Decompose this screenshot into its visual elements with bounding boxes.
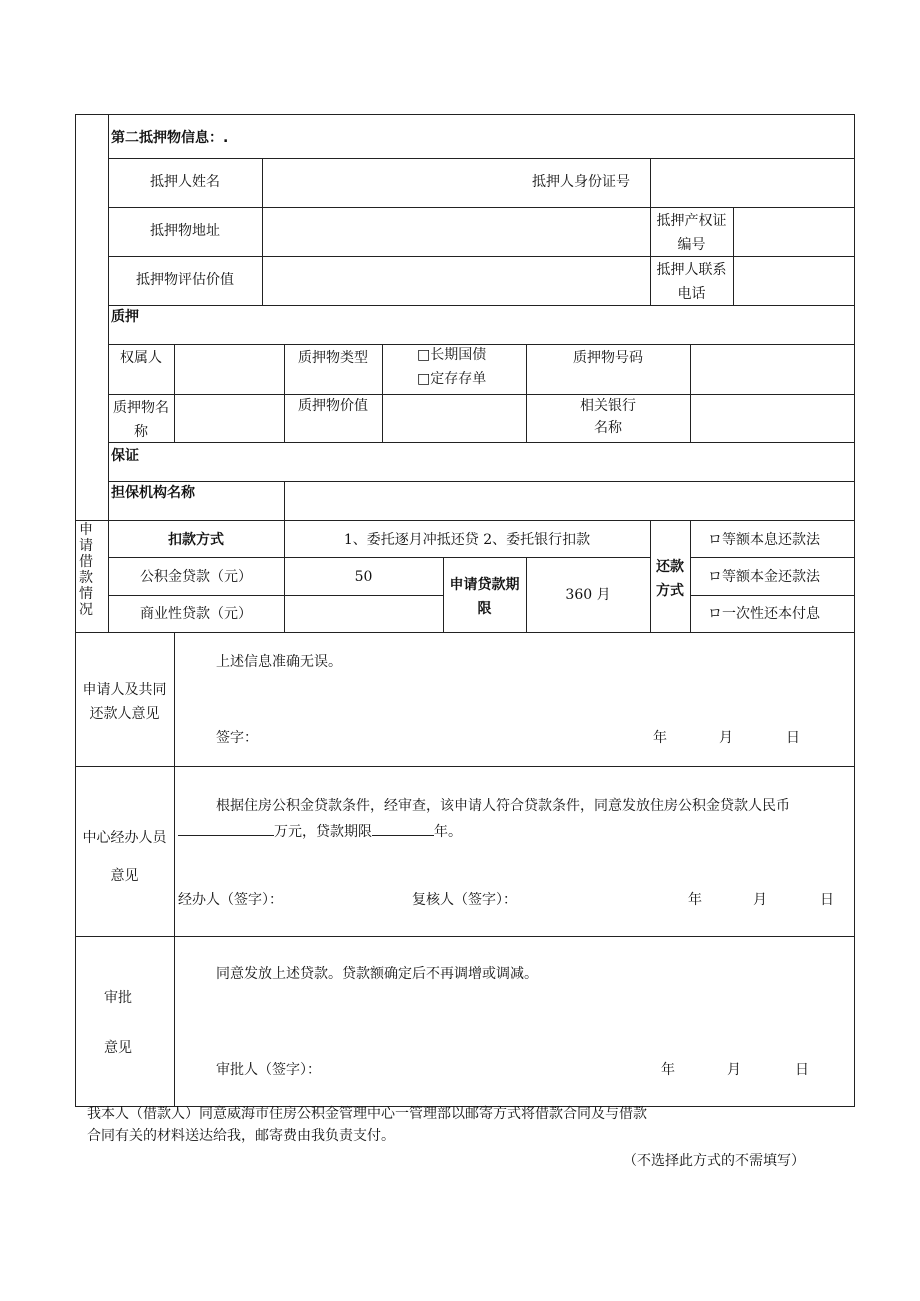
center-text-2: 万元，贷款期限 年。 <box>178 821 462 842</box>
reviewer-sign-label: 复核人（签字）： <box>412 892 517 908</box>
pledge-bank-label-2: 名称 <box>594 420 622 436</box>
footer-note: （不选择此方式的不需填写） <box>623 1154 805 1169</box>
pledge-owner-field[interactable] <box>175 345 283 393</box>
approval-label-2: 意见 <box>104 1040 132 1056</box>
fund-loan-label: 公积金贷款（元） <box>140 569 252 585</box>
mortgagor-name-label: 抵押人姓名 <box>150 174 220 190</box>
pledge-bank-label-1: 相关银行 <box>580 398 636 414</box>
center-day: 日 <box>820 892 834 908</box>
applicant-signature-field[interactable] <box>262 724 622 750</box>
repay-option-equal-installment[interactable]: ロ等额本息还款法 <box>708 532 820 548</box>
pledge-name-label-1: 质押物名 <box>113 400 169 416</box>
term-blank[interactable] <box>372 821 434 836</box>
pledge-name-field[interactable] <box>175 395 283 441</box>
repay-option-equal-principal[interactable]: ロ等额本金还款法 <box>708 569 820 585</box>
pledge-option-bond[interactable]: □长期国债 <box>417 347 487 363</box>
applicant-sign-label: 签字： <box>216 730 258 746</box>
loan-term-label-1: 申请贷款期 <box>449 577 520 593</box>
loan-term-label-2: 限 <box>477 601 492 617</box>
amount-blank[interactable] <box>178 821 274 836</box>
pledge-name-label-2: 称 <box>134 424 148 440</box>
center-label-2: 意见 <box>110 868 139 884</box>
mortgagor-id-label: 抵押人身份证号 <box>532 174 630 190</box>
deduct-method-value[interactable]: 1、委托逐月冲抵还贷 2、委托银行扣款 <box>343 532 591 548</box>
mortgage-address-field[interactable] <box>263 208 649 255</box>
pledge-header: 质押 <box>111 309 139 325</box>
repay-method-label-1: 还款 <box>656 559 684 575</box>
center-label-1: 中心经办人员 <box>82 830 167 846</box>
handler-sign-label: 经办人（签字）： <box>178 892 283 908</box>
center-month: 月 <box>753 892 767 908</box>
pledge-option-deposit[interactable]: □定存存单 <box>417 371 487 387</box>
mortgagor-phone-field[interactable] <box>734 257 853 304</box>
footer-consent-line-1: 我本人（借款人）同意威海市住房公积金管理中心一管理部以邮寄方式将借款合同及与借款 <box>87 1107 647 1122</box>
loan-term-value[interactable]: 360 月 <box>565 587 611 603</box>
deduct-method-label: 扣款方式 <box>168 532 224 548</box>
pledge-number-field[interactable] <box>691 345 853 393</box>
property-cert-field[interactable] <box>734 208 853 255</box>
fund-loan-value[interactable]: 50 <box>354 569 373 585</box>
approval-label-1: 审批 <box>104 990 132 1006</box>
mortgagor-name-field[interactable] <box>263 159 523 206</box>
property-cert-label-2: 编号 <box>677 237 706 253</box>
center-year: 年 <box>688 892 702 908</box>
mortgagor-phone-label-2: 电话 <box>677 286 706 302</box>
guarantee-header: 保证 <box>111 448 139 464</box>
pledge-value-field[interactable] <box>383 395 525 441</box>
mortgage-value-field[interactable] <box>263 257 649 304</box>
guarantee-org-label: 担保机构名称 <box>111 485 195 501</box>
pledge-value-label: 质押物价值 <box>298 398 368 414</box>
mortgagor-phone-label-1: 抵押人联系 <box>656 262 727 278</box>
guarantee-org-field[interactable] <box>285 482 853 519</box>
approval-month: 月 <box>727 1062 741 1078</box>
repay-method-label-2: 方式 <box>656 583 684 599</box>
approval-year: 年 <box>661 1062 675 1078</box>
mortgage-address-label: 抵押物地址 <box>150 223 220 239</box>
property-cert-label-1: 抵押产权证 <box>656 213 727 229</box>
applicant-month: 月 <box>719 730 733 746</box>
applicant-label-2: 还款人意见 <box>89 706 160 722</box>
pledge-bank-field[interactable] <box>691 395 853 441</box>
applicant-year: 年 <box>653 730 667 746</box>
pledge-type-label: 质押物类型 <box>298 350 368 366</box>
applicant-statement: 上述信息准确无误。 <box>216 654 342 670</box>
applicant-day: 日 <box>786 730 800 746</box>
footer-consent-line-2: 合同有关的材料送达给我，邮寄费由我负责支付。 <box>87 1129 395 1144</box>
approval-day: 日 <box>795 1062 809 1078</box>
center-text-1: 根据住房公积金贷款条件，经审查，该申请人符合贷款条件，同意发放住房公积金贷款人民币 <box>216 798 790 814</box>
pledge-number-label: 质押物号码 <box>573 350 643 366</box>
commercial-loan-field[interactable] <box>285 596 442 631</box>
approver-sign-label: 审批人（签字）： <box>216 1062 321 1078</box>
mortgage-value-label: 抵押物评估价值 <box>136 272 234 288</box>
mortgage2-header: 第二抵押物信息：. <box>111 130 229 146</box>
applicant-label-1: 申请人及共同 <box>82 682 167 698</box>
repay-option-lump-sum[interactable]: ロ一次性还本付息 <box>708 606 820 622</box>
mortgagor-id-field[interactable] <box>651 159 853 206</box>
approval-statement: 同意发放上述贷款。贷款额确定后不再调增或调减。 <box>216 966 538 982</box>
pledge-owner-label: 权属人 <box>120 350 162 366</box>
commercial-loan-label: 商业性贷款（元） <box>140 606 252 622</box>
